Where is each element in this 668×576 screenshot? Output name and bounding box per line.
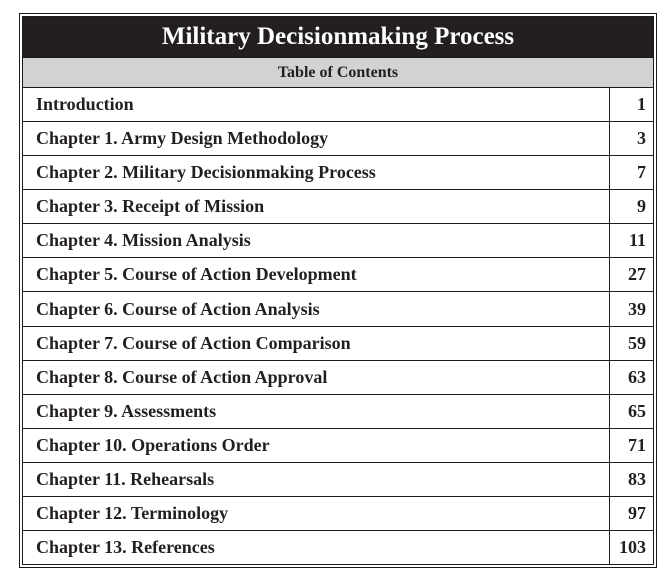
toc-row[interactable]: [23, 361, 653, 395]
toc-row[interactable]: [23, 88, 653, 122]
toc-entry-page[interactable]: 71: [609, 429, 653, 462]
toc-row[interactable]: [23, 190, 653, 224]
toc-entry-title[interactable]: Chapter 8. Course of Action Approval: [36, 366, 328, 387]
toc-entry-title[interactable]: Chapter 13. References: [36, 537, 215, 558]
toc-entry-page[interactable]: 63: [609, 361, 653, 394]
toc-row[interactable]: [23, 429, 653, 463]
toc-entry-title[interactable]: Chapter 7. Course of Action Comparison: [36, 332, 351, 353]
toc-entry-page[interactable]: 83: [609, 463, 653, 496]
toc-entry-title[interactable]: Introduction: [36, 94, 134, 115]
toc-entry-title[interactable]: Chapter 12. Terminology: [36, 502, 229, 523]
toc-row[interactable]: [23, 156, 653, 190]
toc-entry-title[interactable]: Chapter 2. Military Decisionmaking Process: [36, 162, 376, 183]
toc-entry-page[interactable]: 97: [609, 497, 653, 530]
toc-entry-page[interactable]: 3: [609, 122, 653, 155]
toc-row[interactable]: [23, 497, 653, 531]
toc-entry-title[interactable]: Chapter 6. Course of Action Analysis: [36, 298, 320, 319]
toc-list: [23, 88, 653, 564]
table-of-contents: [22, 16, 654, 565]
toc-row[interactable]: [23, 292, 653, 326]
toc-entry-page[interactable]: 27: [609, 258, 653, 291]
toc-entry-title[interactable]: Chapter 4. Mission Analysis: [36, 230, 251, 251]
toc-row[interactable]: [23, 463, 653, 497]
toc-entry-page[interactable]: 7: [609, 156, 653, 189]
toc-heading: Table of Contents: [23, 58, 653, 88]
toc-row[interactable]: [23, 224, 653, 258]
toc-entry-page[interactable]: 39: [609, 292, 653, 325]
toc-entry-title[interactable]: Chapter 3. Receipt of Mission: [36, 196, 265, 217]
toc-entry-title[interactable]: Chapter 1. Army Design Methodology: [36, 128, 329, 149]
toc-row[interactable]: [23, 122, 653, 156]
toc-row[interactable]: [23, 395, 653, 429]
toc-entry-title[interactable]: Chapter 5. Course of Action Development: [36, 264, 357, 285]
toc-entry-page[interactable]: 1: [609, 88, 653, 121]
toc-entry-page[interactable]: 103: [609, 531, 653, 564]
toc-entry-page[interactable]: 11: [609, 224, 653, 257]
toc-row[interactable]: [23, 531, 653, 564]
toc-entry-page[interactable]: 65: [609, 395, 653, 428]
document-title: Military Decisionmaking Process: [23, 17, 653, 58]
toc-entry-page[interactable]: 9: [609, 190, 653, 223]
toc-entry-title[interactable]: Chapter 10. Operations Order: [36, 434, 270, 455]
toc-entry-page[interactable]: 59: [609, 327, 653, 360]
toc-entry-title[interactable]: Chapter 11. Rehearsals: [36, 468, 215, 489]
toc-entry-title[interactable]: Chapter 9. Assessments: [36, 400, 217, 421]
table-of-contents-frame: [19, 13, 657, 568]
toc-row[interactable]: [23, 258, 653, 292]
toc-row[interactable]: [23, 327, 653, 361]
